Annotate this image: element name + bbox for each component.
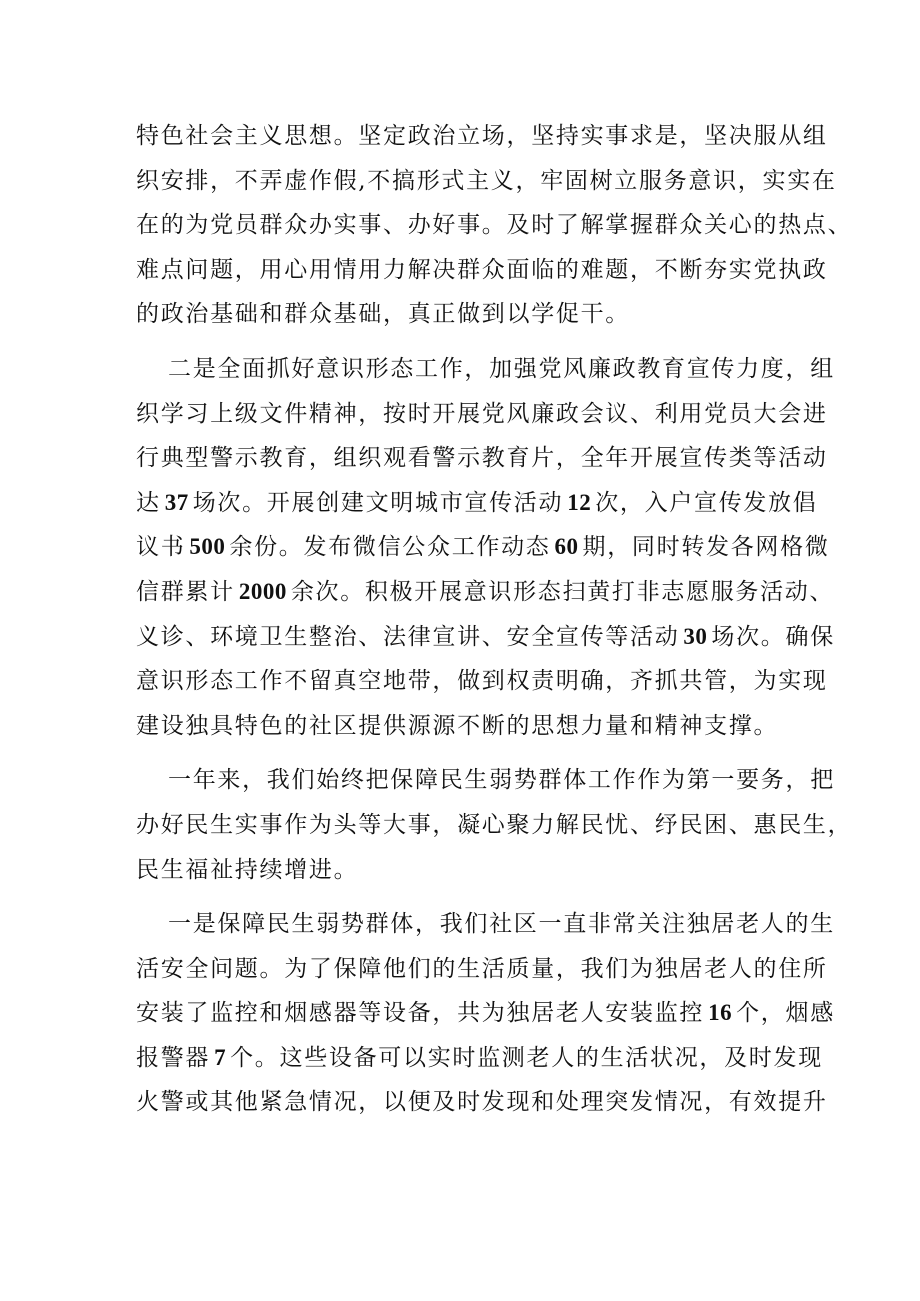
text-line: 火警或其他紧急情况，以便及时发现和处理突发情况，有效提升	[136, 1089, 828, 1116]
text-run: 余次。积极开展意识形态扫黄打非志愿服务活动、	[290, 578, 835, 605]
text-run: 个。这些设备可以实时监测老人的生活状况，及时发现	[230, 1044, 823, 1071]
text-run: 议书	[136, 534, 186, 561]
text-run: 场次。开展创建文明城市宣传活动	[192, 489, 564, 516]
text-line: 活安全问题。为了保障他们的生活质量，我们为独居老人的住所	[136, 955, 828, 982]
text-run: 达	[136, 489, 161, 516]
paragraph-1	[136, 114, 853, 337]
paragraph-3	[136, 758, 853, 892]
text-run: 安装了监控和烟感器等设备，共为独居老人安装监控	[136, 1000, 705, 1027]
text-run: 个，烟感	[736, 1000, 835, 1027]
text-line	[136, 570, 835, 615]
text-run: 信群累计	[136, 578, 235, 605]
text-line	[136, 991, 835, 1036]
text-line: 建设独具特色的社区提供源源不断的思想力量和精神支撑。	[136, 712, 779, 739]
number-16: 16	[708, 1000, 733, 1026]
text-line	[136, 615, 835, 660]
text-line: 特色社会主义思想。坚定政治立场，坚持实事求是，坚决服从组	[136, 123, 828, 149]
text-run: 期，同时转发各网格微	[582, 534, 830, 561]
number-7: 7	[214, 1044, 227, 1070]
number-12: 12	[567, 489, 592, 515]
text-run: 余份。发布微信公众工作动态	[229, 534, 551, 561]
text-line: 二是全面抓好意识形态工作，加强党风廉政教育宣传力度，组	[168, 355, 835, 382]
paragraph-4	[136, 902, 835, 1125]
number-30: 30	[683, 623, 708, 649]
text-line: 一是保障民生弱势群体，我们社区一直非常关注独居老人的生	[168, 911, 835, 938]
number-60: 60	[554, 534, 579, 560]
text-run: 义诊、环境卫生整治、法律宣讲、安全宣传等活动	[136, 623, 680, 650]
number-2000: 2000	[238, 578, 287, 604]
text-line: 民生福祉持续增进。	[136, 856, 359, 883]
text-line: 织学习上级文件精神，按时开展党风廉政会议、利用党员大会进	[136, 400, 828, 427]
text-run: 场次。确保	[711, 623, 835, 650]
text-run: 次，入户宣传发放倡	[595, 489, 818, 516]
text-line	[136, 481, 818, 526]
text-line: 一年来，我们始终把保障民生弱势群体工作作为第一要务，把	[168, 767, 835, 794]
text-line: 行典型警示教育，组织观看警示教育片，全年开展宣传类等活动	[136, 445, 828, 472]
text-line: 意识形态工作不留真空地带，做到权责明确，齐抓共管，为实现	[136, 668, 828, 695]
text-run: 报警器	[136, 1044, 211, 1071]
number-37: 37	[164, 489, 189, 515]
text-line: 难点问题，用心用情用力解决群众面临的难题，不断夯实党执政	[136, 256, 828, 283]
text-line	[136, 1036, 823, 1081]
document-body	[136, 114, 853, 1125]
number-500: 500	[189, 534, 226, 560]
text-line: 在的为党员群众办实事、办好事。及时了解掌握群众关心的热点、	[136, 212, 853, 239]
text-line: 织安排，不弄虚作假,不搞形式主义，牢固树立服务意识，实实在	[136, 167, 837, 194]
text-line: 办好民生实事作为头等大事，凝心聚力解民忧、纾民困、惠民生，	[136, 811, 853, 838]
paragraph-2	[136, 347, 835, 748]
text-line: 的政治基础和群众基础，真正做到以学促干。	[136, 301, 630, 328]
text-line	[136, 525, 830, 570]
